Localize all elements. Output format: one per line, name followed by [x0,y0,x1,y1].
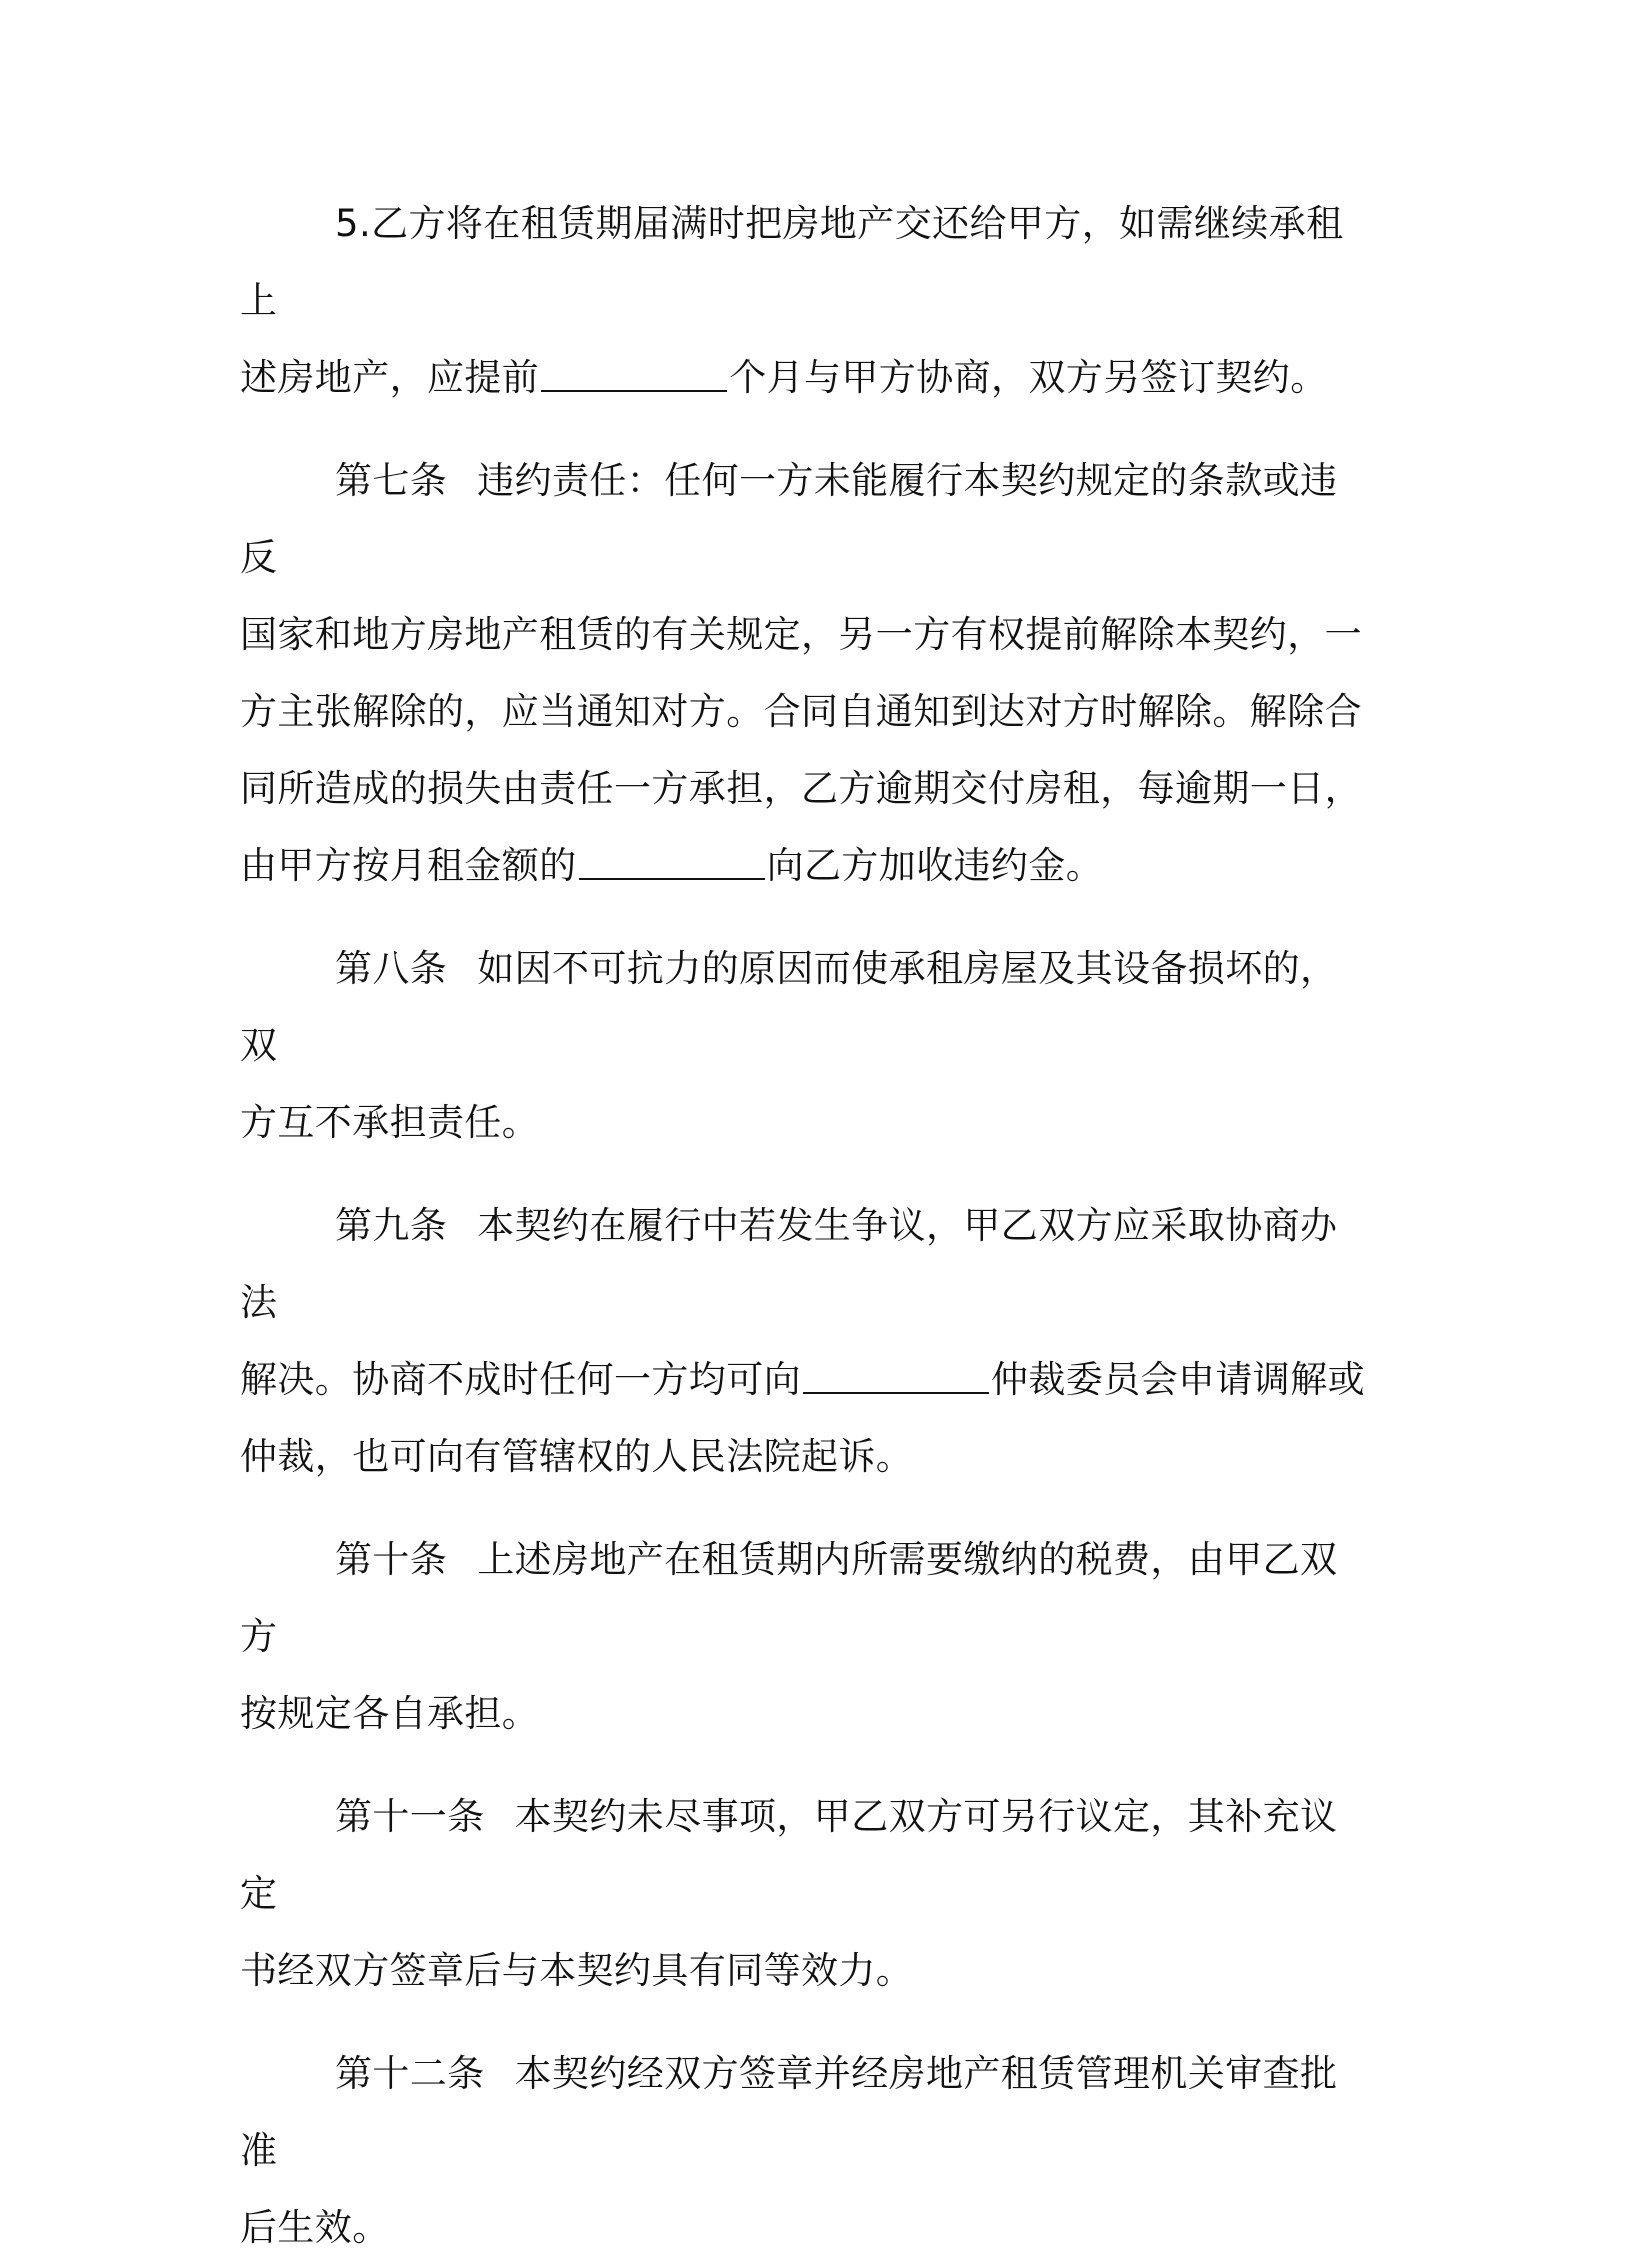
text-segment: 解决。协商不成时任何一方均可向 [240,1358,801,1401]
text-segment: 5.乙方将在租赁期届满时把房地产交还给甲方，如需继续承租上 [240,202,1344,322]
text-segment: 第十条 [335,1538,448,1581]
text-line [145,1418,1372,1495]
text-line [145,673,1372,750]
paragraph-art11 [240,1778,1372,2009]
text-line [145,596,1372,673]
text-segment: 第八条 [335,947,448,990]
paragraph-art8 [240,930,1372,1161]
text-segment: 向乙方加收违约金。 [766,844,1104,887]
text-segment: 按规定各自承担。 [240,1692,540,1735]
text-line [240,1187,1372,1341]
text-segment: 个月与甲方协商，双方另签订契约。 [729,356,1328,399]
text-segment: 如因不可抗力的原因而使承租房屋及其设备损坏的，双 [240,947,1338,1067]
text-segment: 第九条 [335,1204,448,1247]
text-line [240,1521,1372,1675]
text-line [145,1675,1372,1752]
text-segment: 书经双方签章后与本契约具有同等效力。 [240,1949,914,1992]
paragraph-p5 [240,185,1372,416]
text-segment: 第十一条 [335,1795,485,1838]
text-segment: 本契约经双方签章并经房地产租赁管理机关审查批准 [240,2052,1338,2172]
text-line [240,185,1372,339]
text-segment: 仲裁，也可向有管辖权的人民法院起诉。 [240,1435,914,1478]
text-segment: 本契约在履行中若发生争议，甲乙双方应采取协商办法 [240,1204,1338,1324]
text-line [240,930,1372,1084]
fill-in-blank [579,848,765,880]
text-line [240,2035,1372,2189]
text-segment: 同所造成的损失由责任一方承担，乙方逾期交付房租，每逾期一日， [240,767,1362,810]
paragraph-art12 [240,2035,1372,2266]
paragraph-art7 [240,442,1372,904]
text-segment: 述房地产，应提前 [240,356,540,399]
text-line [240,1778,1372,1932]
text-segment: 方互不承担责任。 [240,1101,540,1144]
text-segment: 由甲方按月租金额的 [240,844,577,887]
text-line [145,1932,1372,2009]
text-segment: 国家和地方房地产租赁的有关规定，另一方有权提前解除本契约，一 [240,613,1362,656]
text-line [145,1341,1372,1418]
text-segment: 第十二条 [335,2052,485,2095]
text-segment: 方主张解除的，应当通知对方。合同自通知到达对方时解除。解除合 [240,690,1362,733]
paragraph-art9 [240,1187,1372,1495]
text-segment: 本契约未尽事项，甲乙双方可另行议定，其补充议定 [240,1795,1338,1915]
text-segment: 违约责任：任何一方未能履行本契约规定的条款或违反 [240,459,1338,579]
text-line [145,827,1372,904]
fill-in-blank [541,360,727,392]
text-segment: 上述房地产在租赁期内所需要缴纳的税费，由甲乙双方 [240,1538,1338,1658]
text-segment: 仲裁委员会申请调解或 [991,1358,1365,1401]
text-line [145,1084,1372,1161]
text-line [145,2189,1372,2266]
paragraph-art10 [240,1521,1372,1752]
text-line [240,442,1372,596]
fill-in-blank [803,1362,989,1394]
text-segment: 后生效。 [240,2206,390,2249]
text-line [145,339,1372,416]
text-line [145,750,1372,827]
text-segment: 第七条 [335,459,448,502]
